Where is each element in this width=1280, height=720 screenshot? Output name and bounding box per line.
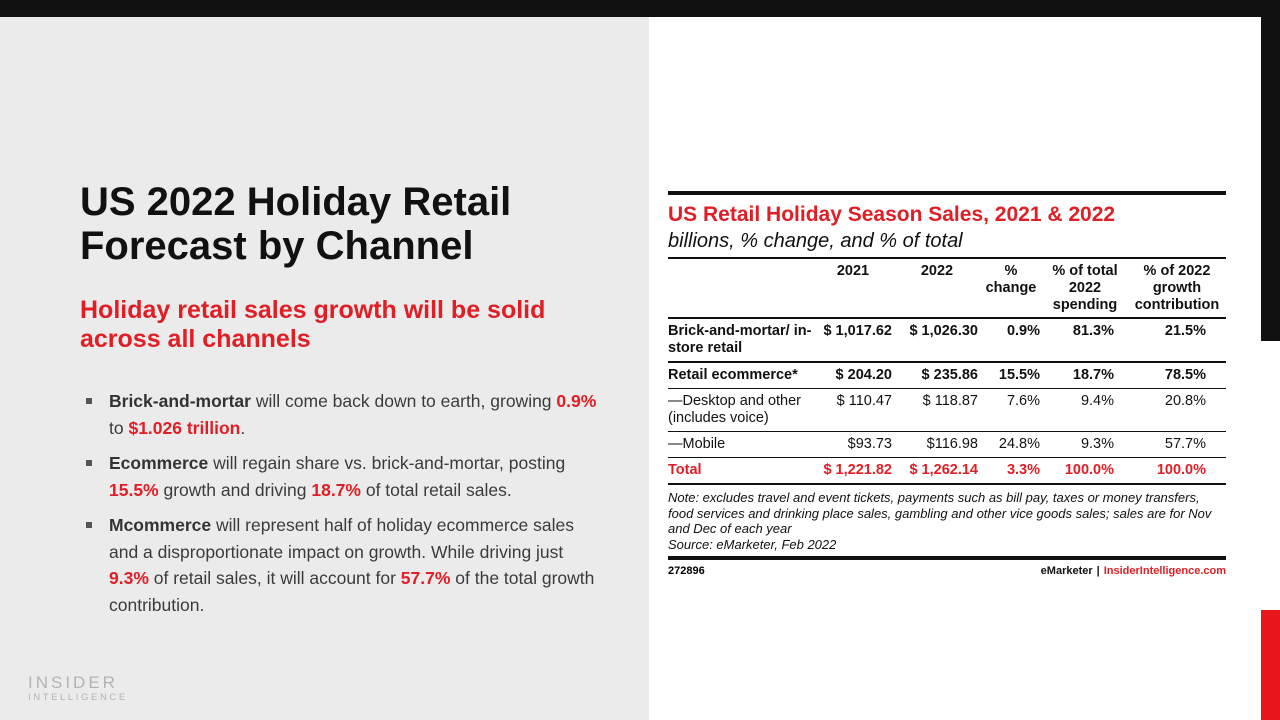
cell: $93.73 (812, 432, 894, 458)
header-pct-change: % change (980, 258, 1042, 318)
cell: $ 204.20 (812, 362, 894, 389)
chart-subtitle: billions, % change, and % of total (668, 230, 963, 252)
cell: 9.4% (1042, 389, 1128, 432)
bullet-text: of retail sales, it will account for (148, 568, 401, 588)
cell: 21.5% (1128, 318, 1226, 362)
cell: $ 110.47 (812, 389, 894, 432)
header-pct-growth: % of 2022 growth contribution (1128, 258, 1226, 318)
row-label: —Desktop and other (includes voice) (668, 389, 812, 432)
bullet-item (86, 388, 606, 441)
table-row (668, 432, 1226, 458)
chart-brand (1041, 565, 1226, 577)
header-2022: 2022 (894, 258, 980, 318)
table-row (668, 318, 1226, 362)
bullet-highlight: 57.7% (400, 568, 451, 588)
chart-footer (668, 556, 1226, 577)
bullet-text: will come back down to earth, growing (250, 391, 557, 411)
header-2021: 2021 (812, 258, 894, 318)
insiderintelligence-link[interactable]: InsiderIntelligence.com (1103, 565, 1226, 577)
table-row-total (668, 458, 1226, 485)
slide-title: US 2022 Holiday Retail Forecast by Channel (80, 180, 512, 268)
insider-intelligence-logo (28, 674, 128, 703)
cell: 9.3% (1042, 432, 1128, 458)
sales-table (668, 257, 1226, 485)
bullet-highlight: $1.026 trillion (128, 417, 241, 438)
bullet-highlight: 18.7% (311, 479, 361, 500)
cell: 20.8% (1128, 389, 1226, 432)
bullet-bold: Ecommerce (109, 453, 209, 473)
bullet-text: will represent half of holiday ecommerce sales and a disproportionate impact on growth. While driving just (109, 515, 574, 562)
right-edge-dark-bar (1261, 17, 1280, 341)
right-edge-red-bar (1261, 610, 1280, 720)
bullet-text: . (240, 417, 246, 438)
bullet-text: will regain share vs. brick-and-mortar, posting (208, 453, 566, 473)
cell: 57.7% (1128, 432, 1226, 458)
cell: 78.5% (1128, 362, 1226, 389)
chart-top-rule (668, 191, 1226, 195)
bullet-square-icon (86, 398, 92, 404)
cell: 7.6% (980, 389, 1042, 432)
bullet-text: of total retail sales. (360, 479, 512, 500)
row-label: Brick-and-mortar/ in-store retail (668, 318, 812, 362)
cell: 100.0% (1042, 458, 1128, 485)
cell: 3.3% (980, 458, 1042, 485)
bullet-square-icon (86, 460, 92, 466)
table-row (668, 389, 1226, 432)
bullet-text: growth and driving (158, 479, 312, 500)
cell: 15.5% (980, 362, 1042, 389)
cell: $ 1,017.62 (812, 318, 894, 362)
chart-title: US Retail Holiday Season Sales, 2021 & 2022 (668, 203, 1116, 226)
logo-line-1: INSIDER (28, 673, 118, 692)
bullet-highlight: 15.5% (109, 479, 159, 500)
brand-separator: | (1096, 565, 1100, 577)
bullet-bold: Brick-and-mortar (109, 391, 251, 411)
row-label: —Mobile (668, 432, 812, 458)
cell: $ 235.86 (894, 362, 980, 389)
cell: $ 118.87 (894, 389, 980, 432)
bullet-text: to (109, 417, 129, 438)
chart-note (668, 490, 1226, 556)
cell: $ 1,221.82 (812, 458, 894, 485)
bullet-item (86, 512, 606, 618)
cell: $ 1,026.30 (894, 318, 980, 362)
bullet-bold: Mcommerce (109, 515, 212, 535)
slide-subtitle: Holiday retail sales growth will be solid across all channels (80, 296, 546, 353)
bullet-list (86, 388, 606, 627)
cell: 0.9% (980, 318, 1042, 362)
row-label: Retail ecommerce* (668, 362, 812, 389)
row-label: Total (668, 458, 812, 485)
cell: $ 1,262.14 (894, 458, 980, 485)
emarketer-label: eMarketer (1040, 565, 1093, 577)
logo-line-2: INTELLIGENCE (28, 692, 128, 703)
bullet-highlight: 0.9% (556, 391, 597, 411)
cell: $116.98 (894, 432, 980, 458)
table-row (668, 362, 1226, 389)
header-pct-total: % of total 2022 spending (1042, 258, 1128, 318)
bullet-text: of the total growth contribution. (109, 568, 595, 615)
cell: 18.7% (1042, 362, 1128, 389)
cell: 100.0% (1128, 458, 1226, 485)
header-label (668, 258, 812, 318)
table-header-row (668, 258, 1226, 318)
note-text: Note: excludes travel and event tickets, payments such as bill pay, taxes or money transfers, food services and drinking place sales, gambling and other vice goods sales; sales are for Nov and Dec of each year (668, 490, 1212, 536)
cell: 81.3% (1042, 318, 1128, 362)
bullet-square-icon (86, 522, 92, 528)
data-table-chart (668, 191, 1226, 577)
cell: 24.8% (980, 432, 1042, 458)
chart-id: 272896 (668, 565, 705, 577)
bullet-highlight: 9.3% (109, 568, 149, 588)
source-text: Source: eMarketer, Feb 2022 (668, 536, 837, 552)
bullet-item (86, 450, 606, 503)
top-bar (0, 0, 1280, 17)
